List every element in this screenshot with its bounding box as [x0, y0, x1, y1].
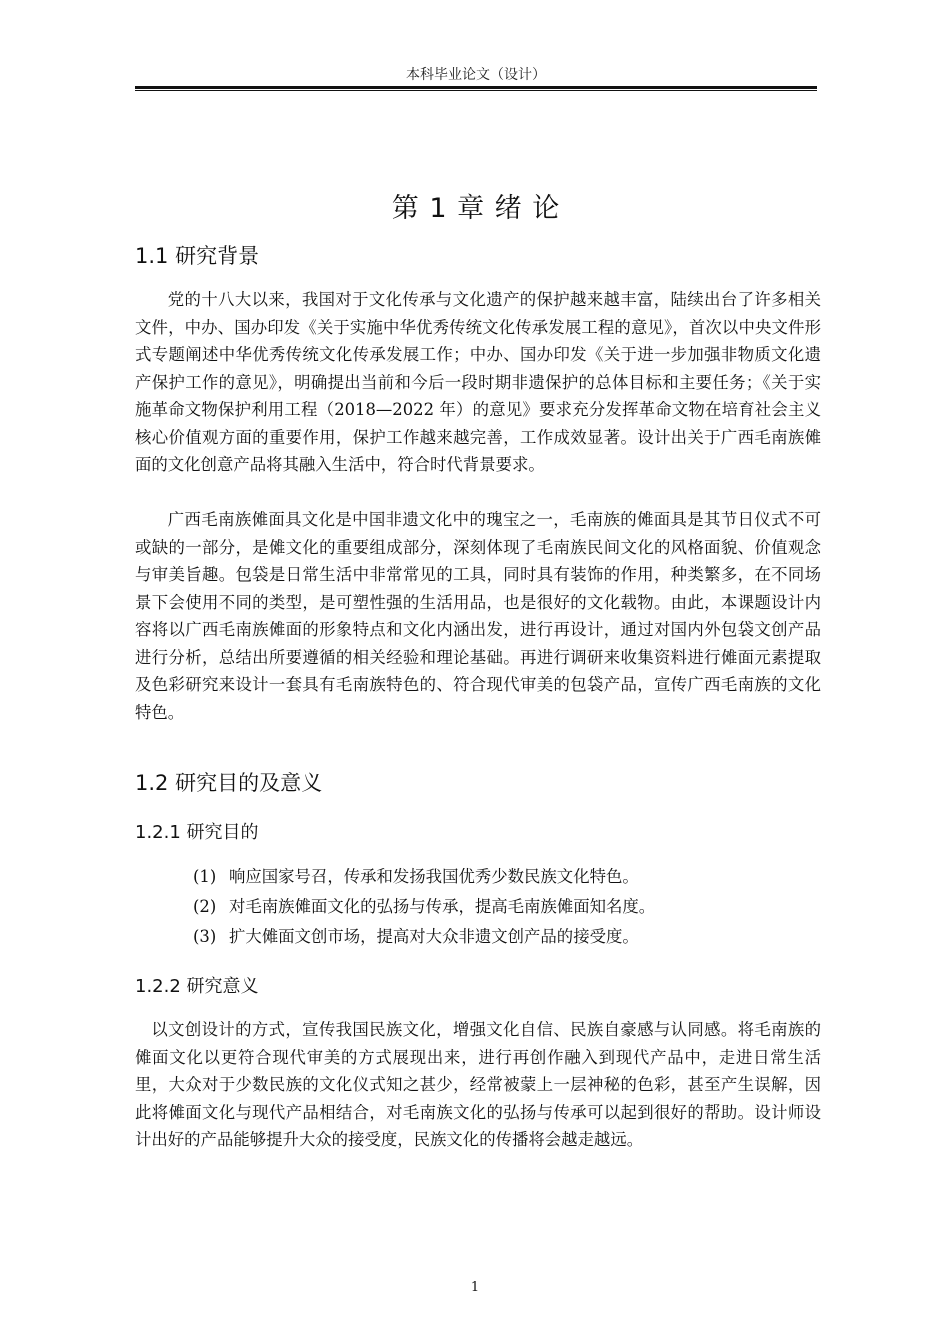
section-heading-1-1: 1.1 研究背景	[135, 244, 260, 268]
page-number: 1	[470, 1280, 480, 1295]
header-rule-thin	[135, 90, 817, 91]
header-rule	[135, 86, 817, 89]
background-paragraph-2: 广西毛南族傩面具文化是中国非遗文化中的瑰宝之一，毛南族的傩面具是其节日仪式不可或缺的一部分，是傩文化的重要组成部分，深刻体现了毛南族民间文化的风格面貌、价值观念与审美旨趣。包袋是日常生活中非常常见的工具，同时具有装饰的作用，种类繁多，在不同场景下会使用不同的类型，是可塑性强的生活用品，也是很好的文化载物。由此，本课题设计内容将以广西毛南族傩面的形象特点和文化内涵出发，进行再设计，通过对国内外包袋文创产品进行分析，总结出所要遵循的相关经验和理论基础。再进行调研来收集资料进行傩面元素提取及色彩研究来设计一套具有毛南族特色的、符合现代审美的包袋产品，宣传广西毛南族的文化特色。	[135, 510, 821, 722]
list-item	[193, 922, 813, 952]
page-header: 本科毕业论文（设计）	[406, 67, 546, 83]
list-item-number: (3)	[193, 927, 217, 946]
section-heading-1-2: 1.2 研究目的及意义	[135, 771, 323, 795]
list-item-text: 对毛南族傩面文化的弘扬与传承，提高毛南族傩面知名度。	[229, 897, 656, 916]
list-item-number: (2)	[193, 897, 217, 916]
list-item-text: 响应国家号召，传承和发扬我国优秀少数民族文化特色。	[229, 867, 639, 886]
list-item	[193, 892, 813, 922]
purpose-list	[193, 862, 813, 952]
significance-paragraph: 以文创设计的方式，宣传我国民族文化，增强文化自信、民族自豪感与认同感。将毛南族的傩面文化以更符合现代审美的方式展现出来，进行再创作融入到现代产品中，走进日常生活里，大众对于少数民族的文化仪式知之甚少，经常被蒙上一层神秘的色彩，甚至产生误解，因此将傩面文化与现代产品相结合，对毛南族文化的弘扬与传承可以起到很好的帮助。设计师设计出好的产品能够提升大众的接受度，民族文化的传播将会越走越远。	[135, 1020, 821, 1149]
list-item	[193, 862, 813, 892]
list-item-text: 扩大傩面文创市场，提高对大众非遗文创产品的接受度。	[229, 927, 639, 946]
section-heading-1-2-2: 1.2.2 研究意义	[135, 976, 259, 997]
list-item-number: (1)	[193, 867, 217, 886]
chapter-title: 第 1 章 绪 论	[391, 193, 561, 224]
section-heading-1-2-1: 1.2.1 研究目的	[135, 822, 259, 843]
background-paragraph-1: 党的十八大以来，我国对于文化传承与文化遗产的保护越来越丰富，陆续出台了许多相关文件，中办、国办印发《关于实施中华优秀传统文化传承发展工程的意见》，首次以中央文件形式专题阐述中华优秀传统文化传承发展工作；中办、国办印发《关于进一步加强非物质文化遗产保护工作的意见》，明确提出当前和今后一段时期非遗保护的总体目标和主要任务；《关于实施革命文物保护利用工程（2018—2022 年）的意见》要求充分发挥革命文物在培育社会主义核心价值观方面的重要作用，保护工作越来越完善，工作成效显著。设计出关于广西毛南族傩面的文化创意产品将其融入生活中，符合时代背景要求。	[135, 290, 821, 474]
